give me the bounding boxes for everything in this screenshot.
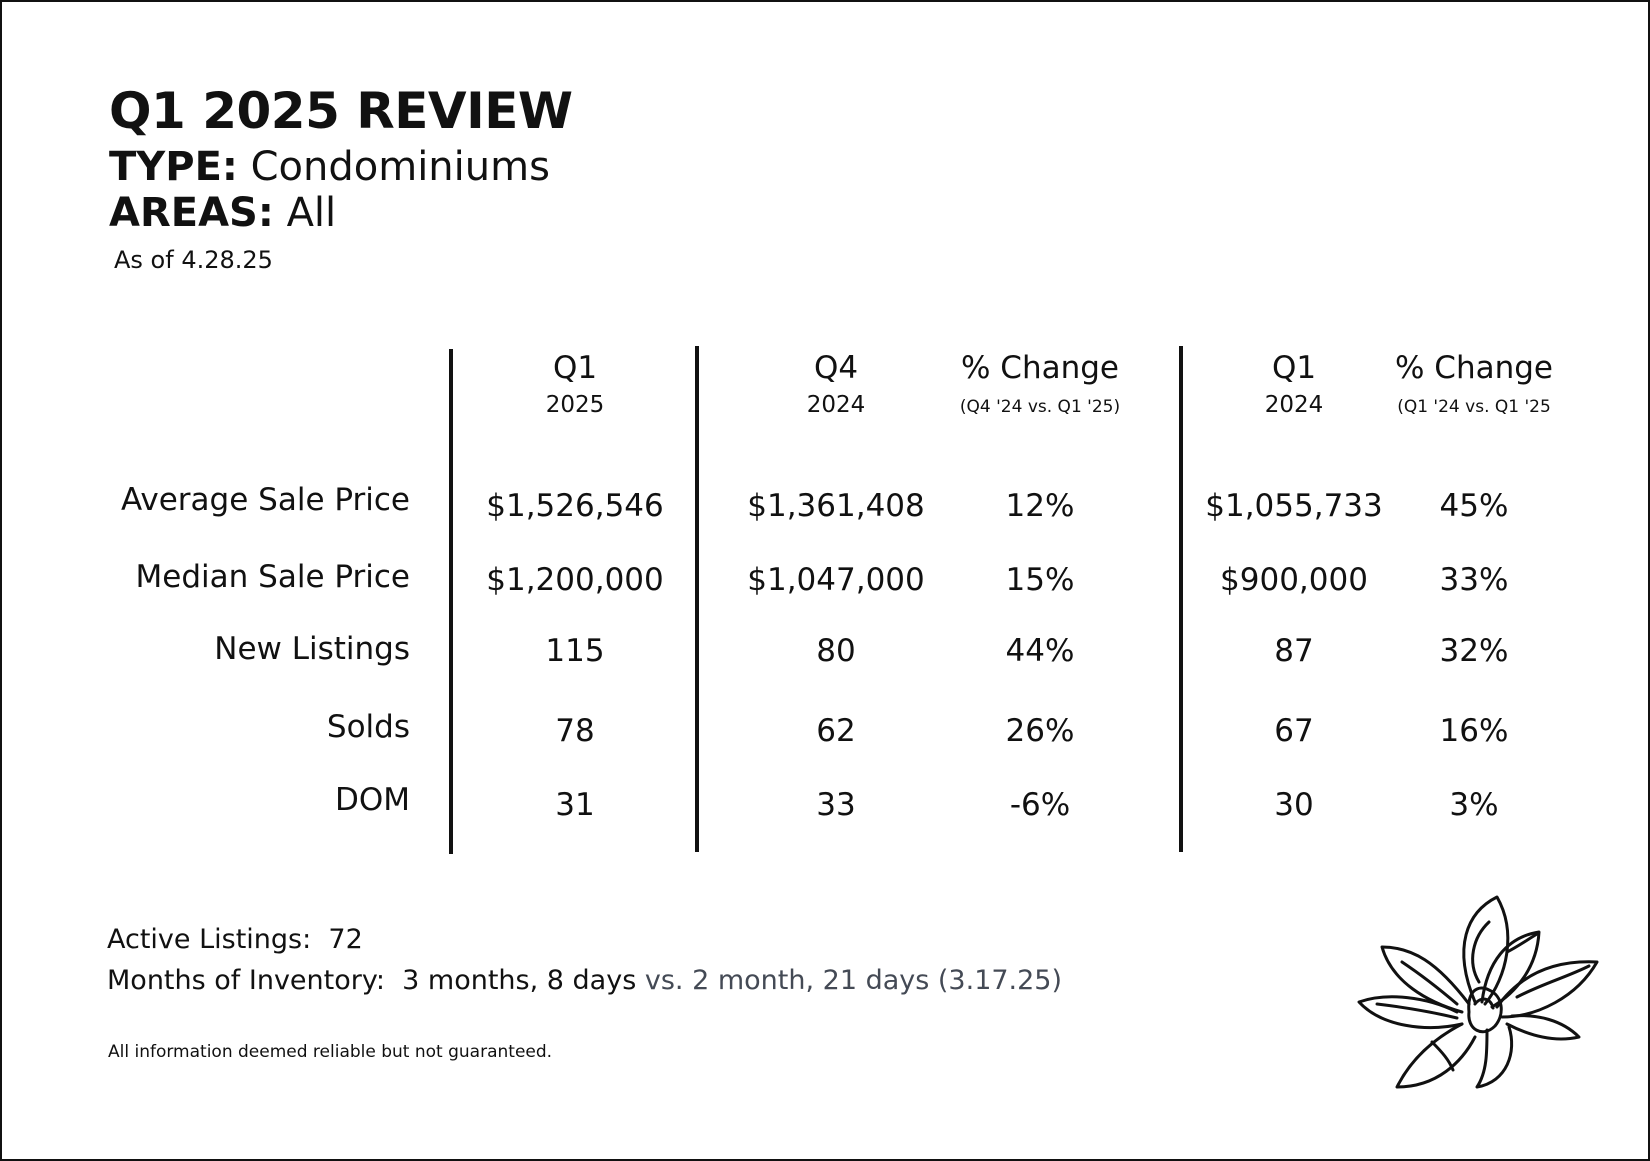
table-cell: 30	[1274, 787, 1314, 823]
column-header-title: Q4	[813, 350, 859, 386]
table-cell: $1,200,000	[486, 562, 664, 598]
table-cell: 80	[816, 633, 856, 669]
table-cell: $1,055,733	[1205, 488, 1383, 524]
areas-label: AREAS:	[109, 190, 274, 236]
as-of-date: As of 4.28.25	[114, 246, 273, 274]
table-cell: 78	[555, 713, 595, 749]
divider-3	[1179, 346, 1183, 852]
table-cell: 33	[816, 787, 856, 823]
magnolia-flower-icon	[1357, 892, 1607, 1092]
active-listings-line	[107, 924, 363, 955]
inventory-label: Months of Inventory:	[107, 965, 385, 996]
inventory-compare: vs. 2 month, 21 days (3.17.25)	[644, 965, 1063, 996]
column-header-subtitle: (Q1 '24 vs. Q1 '25	[1397, 397, 1551, 417]
type-line	[109, 144, 550, 190]
areas-value: All	[286, 190, 337, 236]
divider-2	[695, 346, 699, 852]
active-listings-label: Active Listings:	[107, 924, 312, 955]
divider-1	[449, 349, 453, 854]
table-cell: 3%	[1449, 787, 1499, 823]
table-cell: $1,526,546	[486, 488, 664, 524]
row-label-average-sale-price: Average Sale Price	[121, 482, 410, 518]
table-cell: 33%	[1439, 562, 1509, 598]
table-cell: -6%	[1009, 787, 1071, 823]
row-label-median-sale-price: Median Sale Price	[135, 559, 410, 595]
table-cell: 31	[555, 787, 595, 823]
areas-line	[109, 190, 336, 236]
column-header-q1-2025	[455, 350, 695, 420]
table-cell: $1,361,408	[747, 488, 925, 524]
row-label-solds: Solds	[326, 709, 410, 745]
active-listings-value: 72	[328, 924, 363, 955]
table-cell: $1,047,000	[747, 562, 925, 598]
type-label: TYPE:	[109, 144, 238, 190]
months-of-inventory-line	[107, 965, 1062, 996]
column-header-subtitle: (Q4 '24 vs. Q1 '25)	[959, 397, 1121, 417]
row-label-new-listings: New Listings	[214, 631, 410, 667]
column-header-title: % Change	[961, 350, 1119, 386]
table-cell: 15%	[1005, 562, 1075, 598]
column-header-subtitle: 2024	[1264, 392, 1324, 418]
table-cell: 115	[545, 633, 605, 669]
table-cell: 12%	[1005, 488, 1075, 524]
table-cell: 62	[816, 713, 856, 749]
column-header-title: Q1	[1271, 350, 1317, 386]
column-header-change-q1	[1354, 350, 1594, 422]
table-cell: 32%	[1439, 633, 1509, 669]
table-cell: 45%	[1439, 488, 1509, 524]
type-value: Condominiums	[250, 144, 550, 190]
table-cell: $900,000	[1220, 562, 1368, 598]
table-cell: 44%	[1005, 633, 1075, 669]
page-title: Q1 2025 REVIEW	[109, 82, 573, 140]
disclaimer: All information deemed reliable but not guaranteed.	[108, 1042, 553, 1062]
column-header-title: % Change	[1395, 350, 1553, 386]
table-cell: 16%	[1439, 713, 1509, 749]
row-label-dom: DOM	[334, 782, 410, 818]
column-header-subtitle: 2024	[806, 392, 866, 418]
table-cell: 67	[1274, 713, 1314, 749]
column-header-subtitle: 2025	[545, 392, 605, 418]
inventory-value: 3 months, 8 days	[402, 965, 637, 996]
column-header-change-q4	[920, 350, 1160, 422]
table-cell: 87	[1274, 633, 1314, 669]
column-header-title: Q1	[552, 350, 598, 386]
table-cell: 26%	[1005, 713, 1075, 749]
